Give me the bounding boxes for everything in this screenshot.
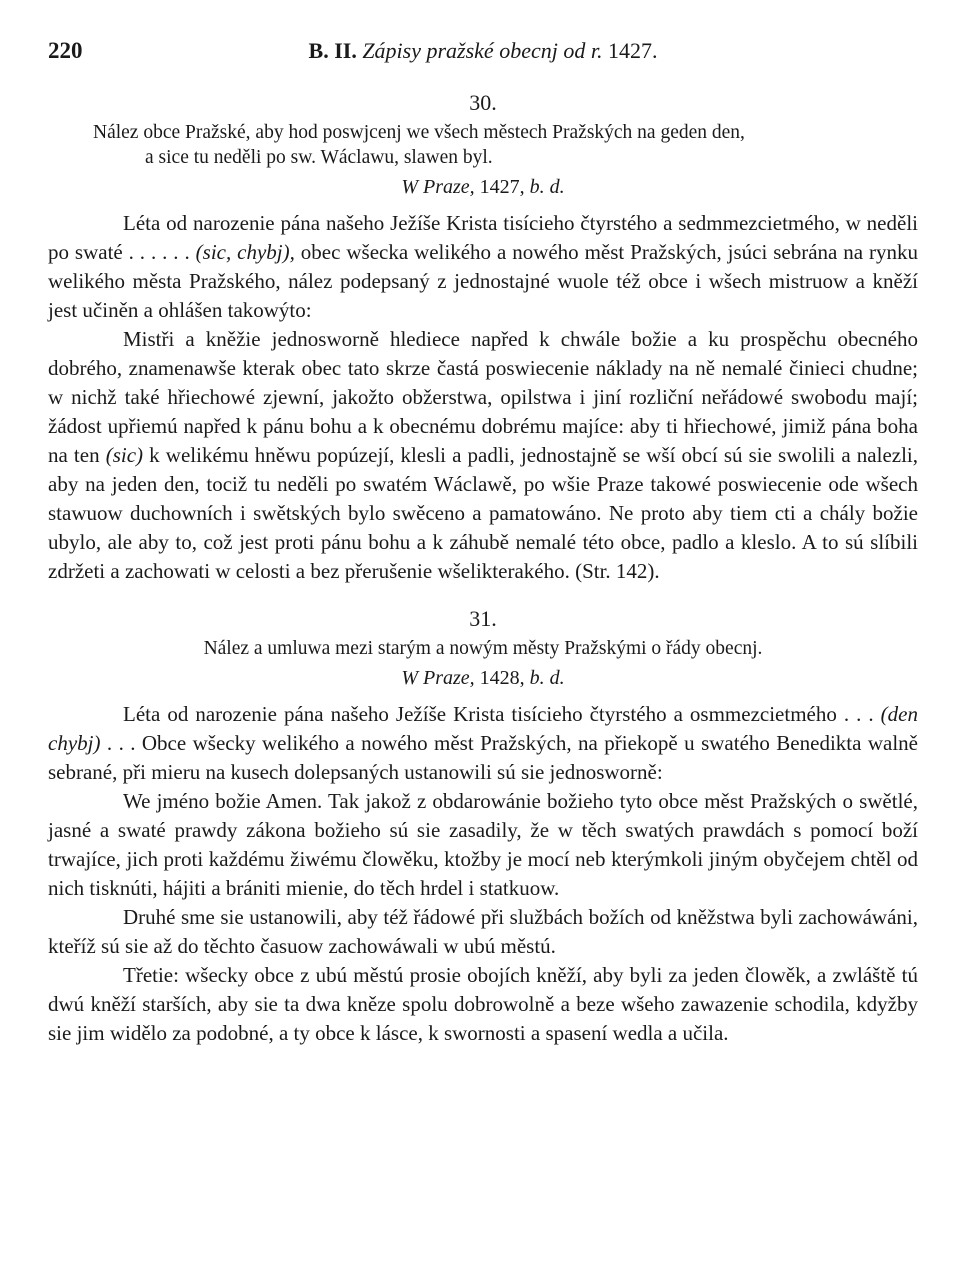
paragraph-31-1 <box>48 700 918 787</box>
text-run: obec wšecka welikého a nowého měst Pražských, jsúci sebrána na rynku welikého města Pražského, nález podepsaný z jednostajné wuole též obce i wšech mistruow a kněží jest učiněn a ohlášen takowýto: <box>48 240 919 322</box>
text-run: Mistři a kněžie jednosworně hlediece napřed k chwále božie a ku prospěchu obecného dobrého, znamenawše kterak obec tato skrze častá poswiecenie náklady na ně nemalé činieci chudne; w nichž také hřiechowé zjewní, jakožto obžerstwa, opilstwa i jiní rozliční neřádowé swobodu mají; žádost upřiemú napřed k pánu bohu a k obecnému dobrému majíce: aby ti hřiechowé, jimiž pána boha na ten <box>48 327 918 467</box>
header-year: 1427. <box>607 38 658 63</box>
paragraph-31-4: Třetie: wšecky obce z ubú městú prosie obojích kněží, aby byli za jeden člowěk, a zwláště tú dwú kněží starších, aby sie ta dwa kněze spolu dobrowolně a beze wšeho zawazenie schodila, kdyžby sie jim widělo za podobné, a ty obce k lásce, k swornosti a spasení wedla a učila. <box>48 963 918 1045</box>
date: 1428, <box>479 667 525 689</box>
caption-line-1: Nález obce Pražské, aby hod poswjcenj we všech městech Pražských na geden den, <box>93 122 745 143</box>
section-caption-31: Nález a umluwa mezi starým a nowým městy Pražskými o řády obecnj. <box>203 638 763 659</box>
paragraph-30-1 <box>48 209 918 325</box>
paragraph-31-2: We jméno božie Amen. Tak jakož z obdarowánie božieho tyto obce měst Pražských o swětlé, jasné a swaté prawdy zákona božieho sú sie zasadily, že w těch swatých prawdách s pomocí boží trwajíce, jich proti každému žiwému člowěku, ktožby je mocí neb kterýmkoli jiným obyčejem chtěl od nich tisknúti, hájiti a brániti mienie, do těch hrdel i statkuow. <box>48 789 918 900</box>
section-number-31: 31. <box>469 606 497 631</box>
paragraph-30-2 <box>48 325 918 586</box>
running-title <box>48 38 918 64</box>
sic-note: (sic) <box>105 443 144 467</box>
book-title: Zápisy pražské obecnj od r. <box>362 38 603 63</box>
place: W Praze, <box>401 667 475 689</box>
text-run: Léta od narozenie pána našeho Ježíše Krista tisícieho čtyrstého a osmmezcietmého . . . <box>123 702 874 726</box>
place: W Praze, <box>401 176 475 198</box>
text-run: Léta od narozenie pána našeho Ježíše Krista tisícieho čtyrstého a sedmmezcietmého, w neděli po swaté . . . . . . <box>48 211 918 264</box>
text-run: k welikému hněwu popúzejí, klesli a padli, jednostajně se wší obcí sú sie swolili a nalezli, aby na jeden den, tociž tu neděli po swatém Wáclawě, po wšie Praze takowé poswiecenie ode wšech stawuow duchowních i swětských bylo swěceno a pamatowáno. Ne proto aby tiem cti a chály božie ubylo, ale aby to, což jest proti pánu bohu a k záhubě nemalé této obce, padlo a kleslo. A to sú slíbili zdržeti a zachowati w celosti a bez přerušenie wšelikterakého. (Str. 142). <box>48 443 919 583</box>
place-date-30 <box>48 176 918 199</box>
sic-note: (sic, chybj), <box>195 240 295 264</box>
text-run: . . . Obce wšecky welikého a nowého měst Pražských, na přiekopě u swatého Benedikta walně sebrané, při mieru na kusech dolepsaných ustanowili sú sie jednosworně: <box>48 731 918 784</box>
date-note: b. d. <box>529 667 565 689</box>
section-caption-30 <box>48 120 918 170</box>
caption-line-2: a sice tu neděli po sw. Wáclawu, slawen byl. <box>145 147 493 168</box>
editor-note: (den chybj) <box>48 702 918 755</box>
date: 1427, <box>479 176 525 198</box>
part-label: B. II. <box>308 38 357 63</box>
book-page <box>48 38 918 1048</box>
date-note: b. d. <box>529 176 565 198</box>
place-date-31 <box>48 667 918 690</box>
section-number-30: 30. <box>469 90 497 115</box>
section-31 <box>48 606 918 1048</box>
running-head <box>48 38 918 78</box>
page-number: 220 <box>48 38 83 63</box>
paragraph-31-3: Druhé sme sie ustanowili, aby též řádowé při službách božích od kněžstwa byli zachowáwáni, kteříž sú sie až do těchto časuow zachowáwali w ubú městú. <box>48 905 918 958</box>
